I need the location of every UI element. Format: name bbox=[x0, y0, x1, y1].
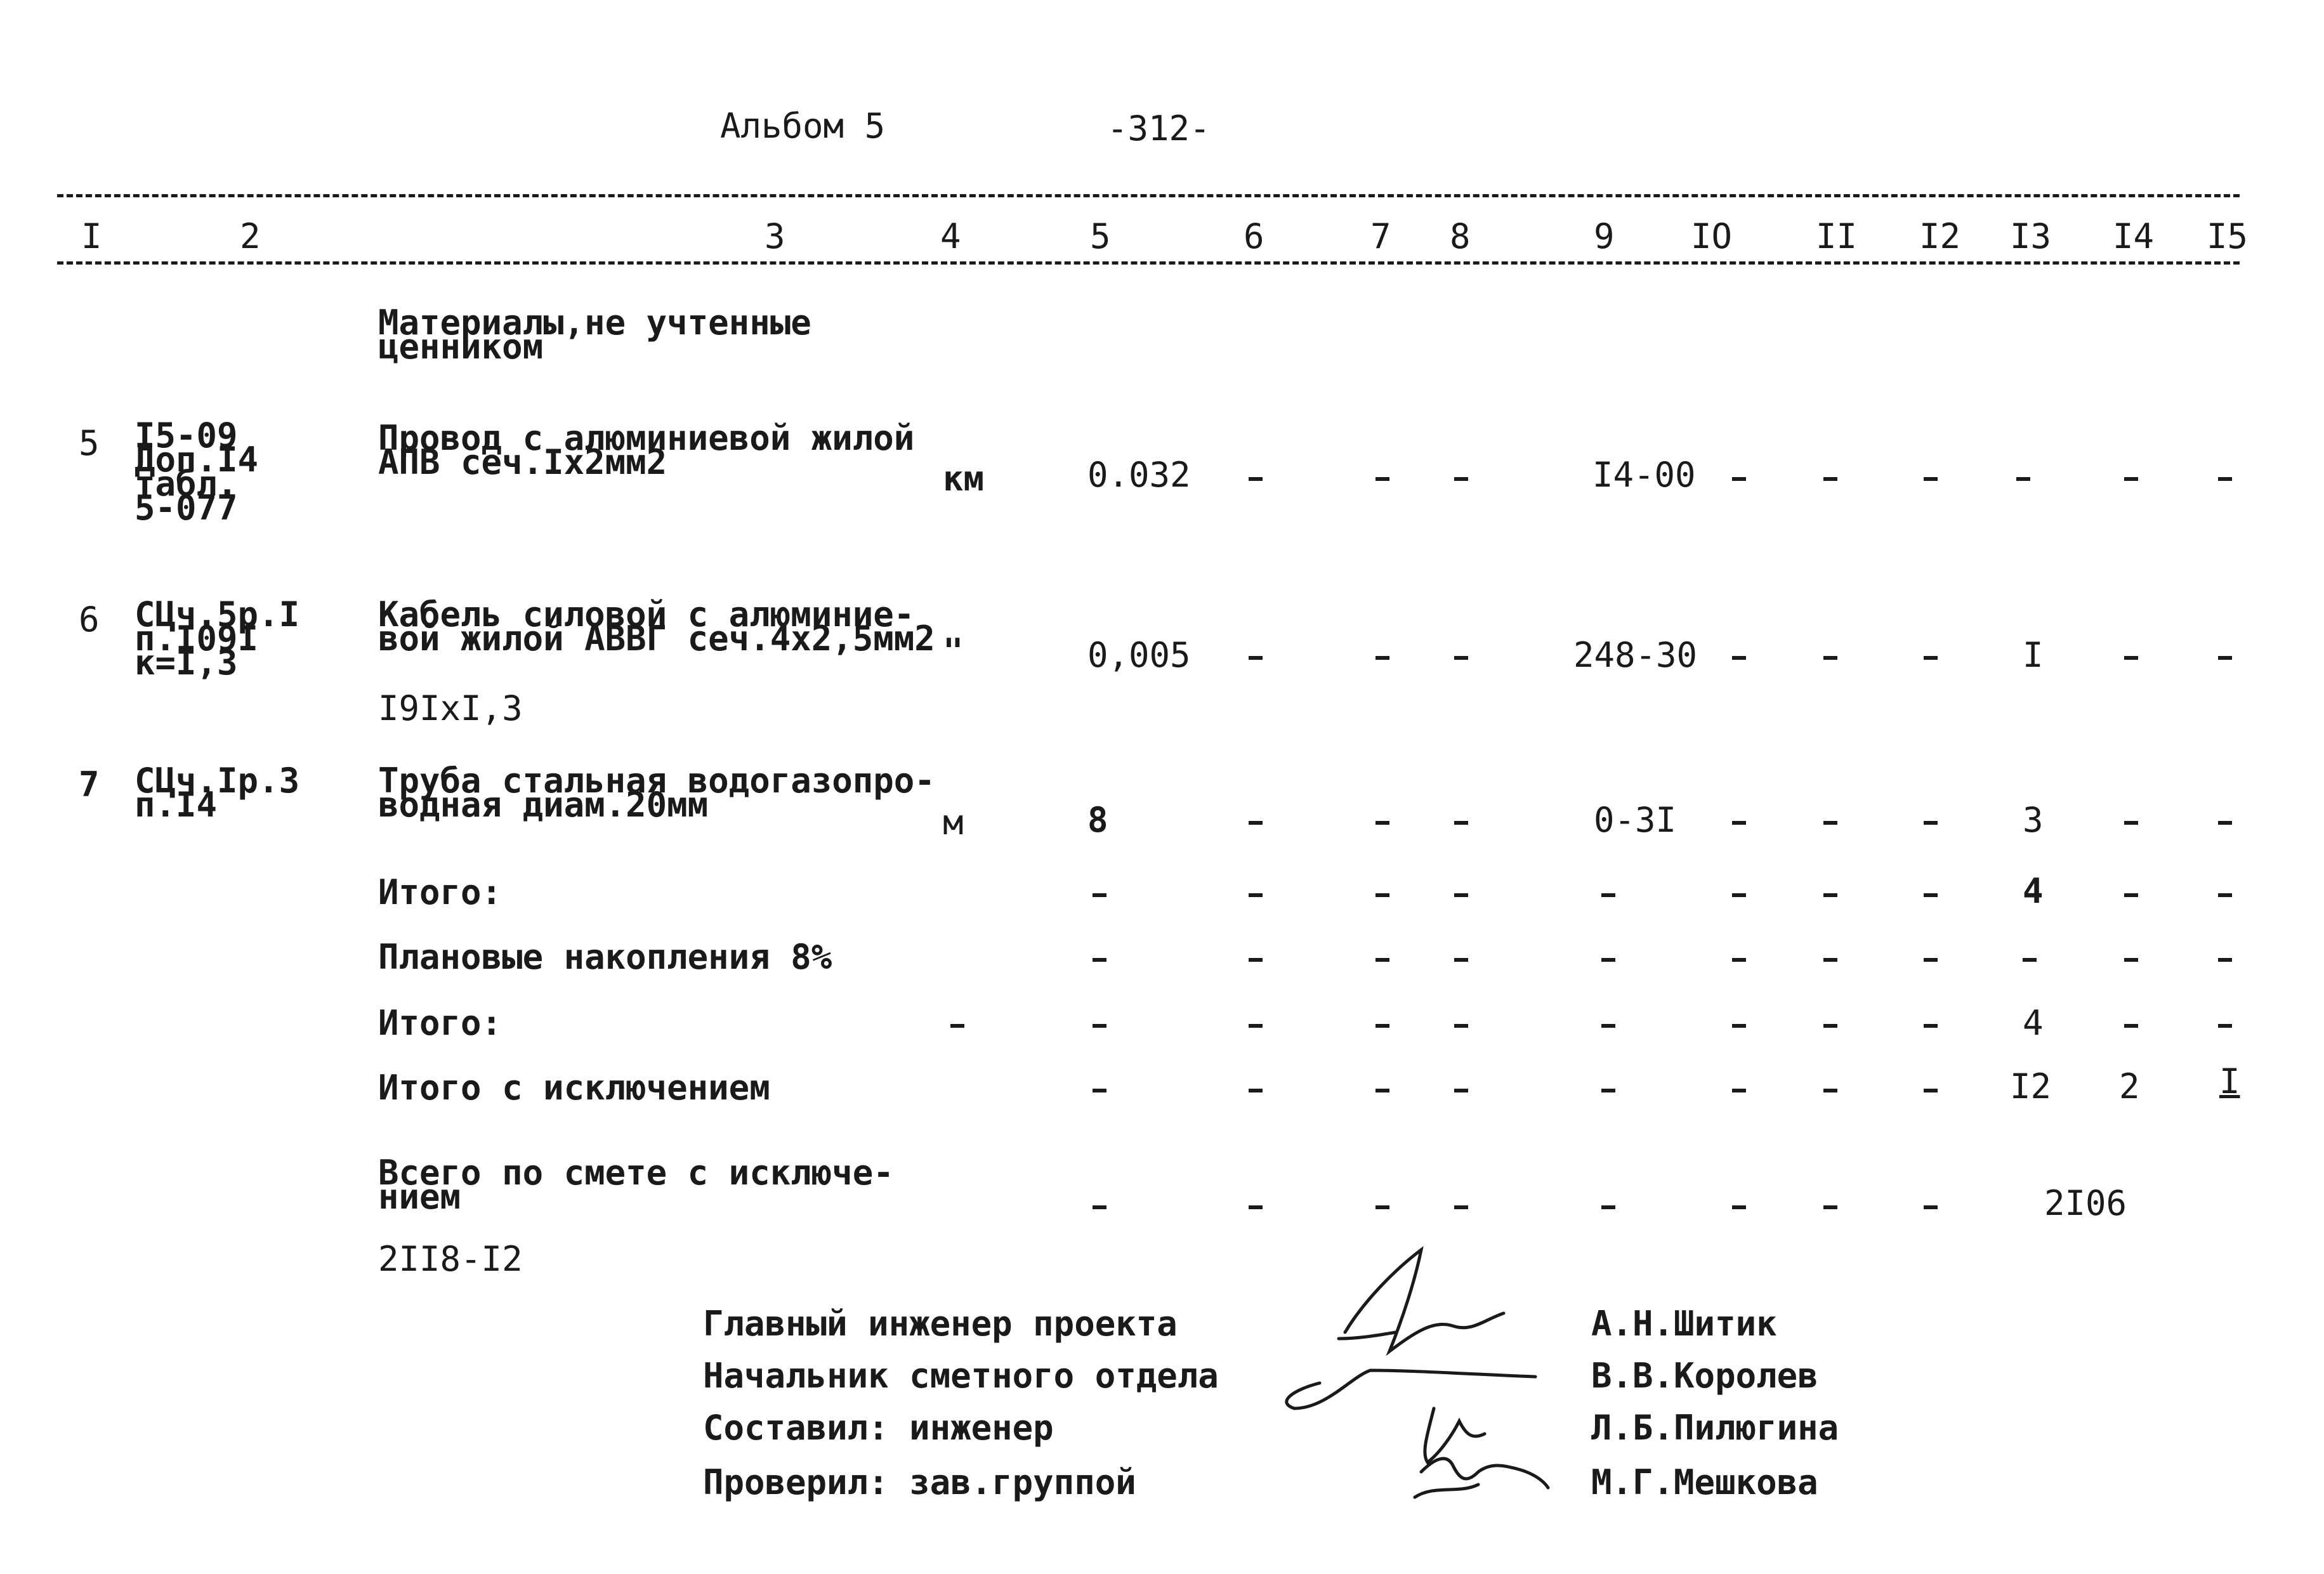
row-price: 248-30 bbox=[1573, 635, 1698, 675]
col-3: 3 bbox=[765, 216, 785, 256]
row-c13: 4 bbox=[2023, 871, 2044, 911]
row-price: I4-00 bbox=[1592, 455, 1696, 495]
col-13: I3 bbox=[2010, 216, 2052, 256]
row-qty: 0.032 bbox=[1087, 455, 1191, 495]
signature-role: Начальник сметного отдела bbox=[703, 1356, 1219, 1396]
row-note: 2II8-I2 bbox=[378, 1239, 523, 1279]
row-c14: 2 bbox=[2119, 1066, 2140, 1106]
row-note: I9IхI,3 bbox=[378, 688, 523, 728]
row-name: Итого с исключением bbox=[378, 1068, 770, 1108]
row-c15: I bbox=[2219, 1061, 2240, 1101]
row-number: 6 bbox=[79, 600, 100, 639]
handwritten-signatures-icon bbox=[1269, 1243, 1599, 1510]
header-underline bbox=[57, 261, 2240, 265]
row-number: 7 bbox=[79, 764, 100, 804]
row-number: 5 bbox=[79, 423, 100, 463]
signature-person: М.Г.Мешкова bbox=[1591, 1462, 1818, 1502]
page-number: -312- bbox=[1107, 108, 1211, 148]
col-10: IO bbox=[1691, 216, 1733, 256]
row-c13: 2I06 bbox=[2044, 1183, 2127, 1223]
row-c13: 3 bbox=[2023, 800, 2044, 840]
row-price: 0-3I bbox=[1594, 800, 1677, 840]
col-7: 7 bbox=[1370, 216, 1391, 256]
album-title: Альбом 5 bbox=[720, 106, 886, 146]
row-name: Итого: bbox=[378, 1003, 502, 1043]
row-unit: м bbox=[943, 803, 964, 843]
row-c13: 4 bbox=[2023, 1003, 2044, 1043]
col-6: 6 bbox=[1244, 216, 1264, 256]
row-name: Кабель силовой с алюминие- вой жилой АВВГ сеч.4х2,5мм2 bbox=[378, 594, 935, 659]
col-5: 5 bbox=[1090, 216, 1111, 256]
col-4: 4 bbox=[940, 216, 961, 256]
row-unit: км bbox=[943, 459, 985, 499]
row-unit: " bbox=[943, 631, 964, 671]
col-12: I2 bbox=[1919, 216, 1961, 256]
col-14: I4 bbox=[2113, 216, 2155, 256]
row-code: СЦч.5р.I п.I09I к=I,3 bbox=[135, 594, 300, 683]
col-2: 2 bbox=[240, 216, 261, 256]
col-1: I bbox=[81, 216, 102, 256]
row-name: Итого: bbox=[378, 872, 502, 912]
signature-person: А.Н.Шитик bbox=[1591, 1304, 1777, 1344]
row-name: Провод с алюминиевой жилой АПВ сеч.Iх2мм2 bbox=[378, 418, 915, 482]
row-name: Плановые накопления 8% bbox=[378, 937, 832, 977]
col-15: I5 bbox=[2207, 216, 2249, 256]
top-rule bbox=[57, 194, 2240, 197]
col-8: 8 bbox=[1450, 216, 1471, 256]
row-qty: 0,005 bbox=[1087, 635, 1191, 675]
signature-role: Проверил: зав.группой bbox=[703, 1462, 1136, 1502]
row-c13: I2 bbox=[2010, 1066, 2052, 1106]
row-name: Всего по смете с исключе- нием bbox=[378, 1153, 894, 1217]
signature-role: Главный инженер проекта bbox=[703, 1304, 1178, 1344]
row-code: I5-09 Доп.I4 табл. 5-077 bbox=[135, 416, 259, 528]
signature-person: Л.Б.Пилюгина bbox=[1591, 1408, 1839, 1448]
row-name: Труба стальная водогазопро- водная диам.20мм bbox=[378, 761, 935, 825]
signature-role: Составил: инженер bbox=[703, 1408, 1054, 1448]
section-title: Материалы,не учтенные ценником bbox=[378, 303, 811, 367]
row-c13: I bbox=[2023, 635, 2044, 675]
signature-person: В.В.Королев bbox=[1591, 1356, 1818, 1396]
row-code: СЦч.Iр.3 п.I4 bbox=[135, 761, 300, 825]
row-qty: 8 bbox=[1087, 800, 1108, 840]
col-11: II bbox=[1816, 216, 1858, 256]
col-9: 9 bbox=[1594, 216, 1615, 256]
